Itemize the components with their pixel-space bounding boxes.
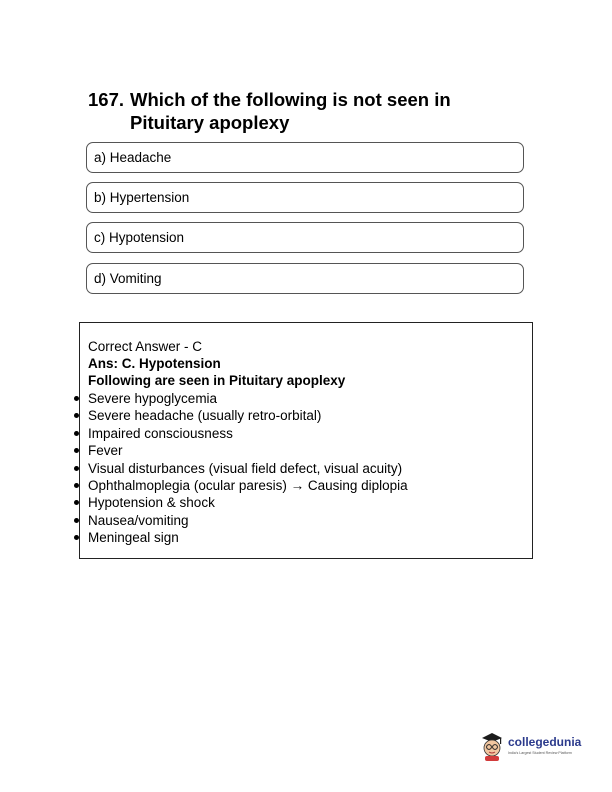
logo-name: collegedunia bbox=[508, 735, 582, 749]
bullet-icon bbox=[74, 483, 79, 488]
answer-box: Correct Answer - C Ans: C. Hypotension Following are seen in Pituitary apoplexy Severe hypoglycemia Severe headache (usually retro-orbital) Impaired consciousness Fever Visual disturbances (visual field defect, visual acuity) Ophthalmoplegia (ocular paresis) → Causing diplopia Hypotension & shock Nausea/vomiting Meningeal sign bbox=[79, 322, 533, 559]
logo-tagline: India's Largest Student Review Platform bbox=[508, 751, 572, 755]
option-b[interactable]: b) Hypertension bbox=[86, 182, 524, 213]
collegedunia-logo bbox=[479, 730, 585, 762]
option-a[interactable]: a) Headache bbox=[86, 142, 524, 173]
question-text: Which of the following is not seen in Pituitary apoplexy bbox=[130, 89, 451, 133]
bullet-icon bbox=[74, 518, 79, 523]
bullet-icon bbox=[74, 448, 79, 453]
bullet-icon bbox=[74, 535, 79, 540]
option-d[interactable]: d) Vomiting bbox=[86, 263, 524, 294]
bullet-icon bbox=[74, 500, 79, 505]
answer-heading: Following are seen in Pituitary apoplexy bbox=[88, 373, 346, 388]
bullet-icon bbox=[74, 413, 79, 418]
answer-label: Ans: C. Hypotension bbox=[88, 356, 221, 371]
bullet-icon bbox=[74, 396, 79, 401]
question bbox=[88, 88, 508, 134]
question-number: 167. bbox=[88, 89, 125, 110]
mascot-icon bbox=[479, 730, 505, 762]
option-c[interactable]: c) Hypotension bbox=[86, 222, 524, 253]
bullet-icon bbox=[74, 466, 79, 471]
bullet-icon bbox=[74, 431, 79, 436]
correct-answer-label: Correct Answer - C bbox=[88, 339, 203, 354]
